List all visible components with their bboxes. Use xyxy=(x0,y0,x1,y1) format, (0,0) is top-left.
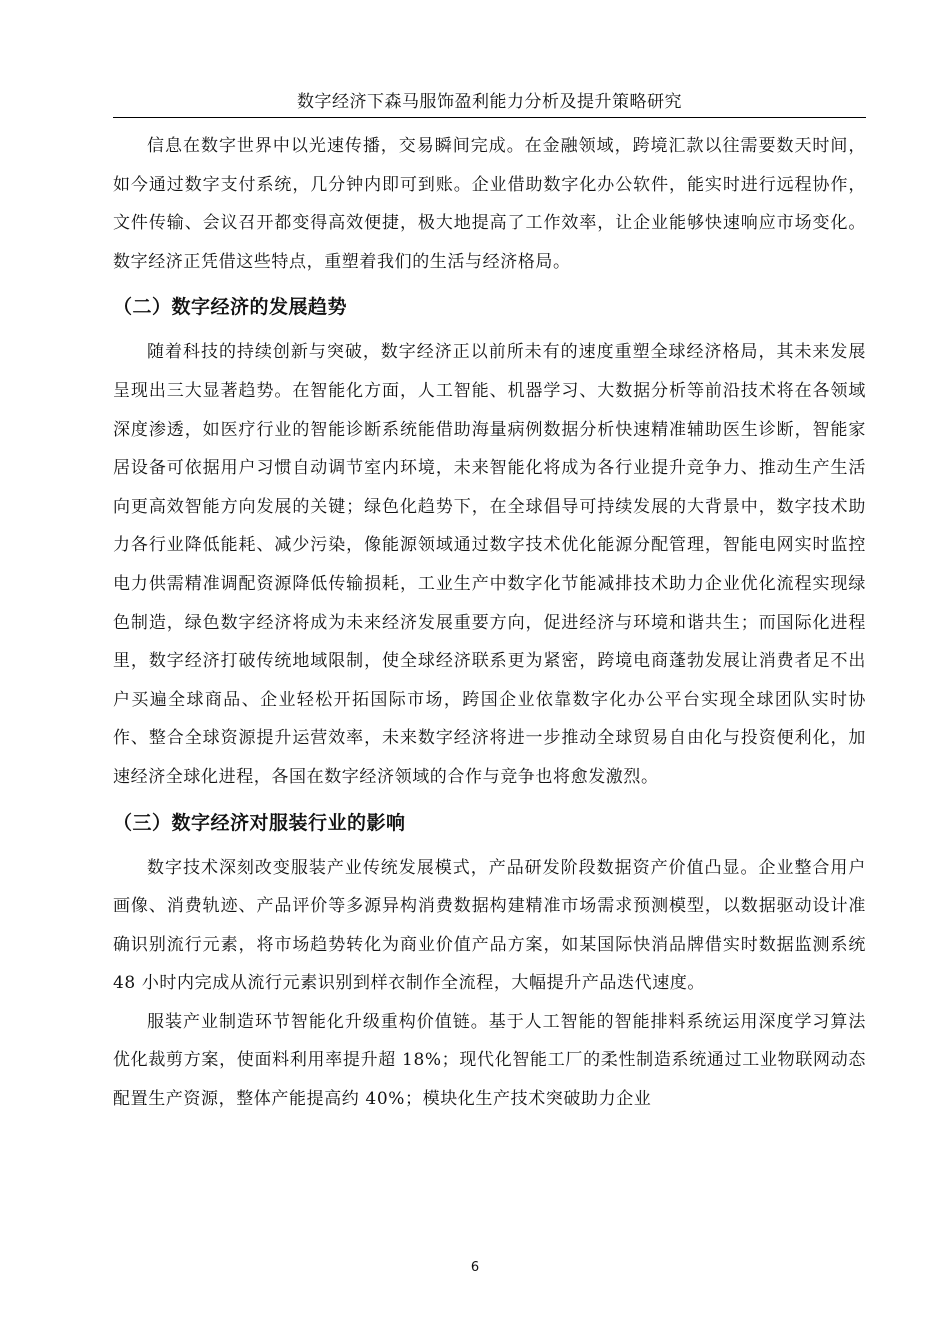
section-heading-apparel-impact: （三）数字经济对服装行业的影响 xyxy=(113,811,406,834)
header-divider xyxy=(113,117,866,118)
page-body xyxy=(113,127,866,1119)
paragraph-trends: 随着科技的持续创新与突破，数字经济正以前所未有的速度重塑全球经济格局，其未来发展呈现出三大显著趋势。在智能化方面，人工智能、机器学习、大数据分析等前沿技术将在各领域深度渗透，如医疗行业的智能诊断系统能借助海量病例数据分析快速精准辅助医生诊断，智能家居设备可依据用户习惯自动调节室内环境，未来智能化将成为各行业提升竞争力、推动生产生活向更高效智能方向发展的关键；绿色化趋势下，在全球倡导可持续发展的大背景中，数字技术助力各行业降低能耗、减少污染，像能源领域通过数字技术优化能源分配管理，智能电网实时监控电力供需精准调配资源降低传输损耗，工业生产中数字化节能减排技术助力企业优化流程实现绿色制造，绿色数字经济将成为未来经济发展重要方向，促进经济与环境和谐共生；而国际化进程里，数字经济打破传统地域限制，使全球经济联系更为紧密，跨境电商蓬勃发展让消费者足不出户买遍全球商品、企业轻松开拓国际市场，跨国企业依靠数字化办公平台实现全球团队实时协作、整合全球资源提升运营效率，未来数字经济将进一步推动全球贸易自由化与投资便利化，加速经济全球化进程，各国在数字经济领域的合作与竞争也将愈发激烈。 xyxy=(113,342,866,787)
paragraph-continued: 信息在数字世界中以光速传播，交易瞬间完成。在金融领域，跨境汇款以往需要数天时间，如今通过数字支付系统，几分钟内即可到账。企业借助数字化办公软件，能实时进行远程协作，文件传输、会议召开都变得高效便捷，极大地提高了工作效率，让企业能够快速响应市场变化。 数字经济正凭借这些特点，重塑着我们的生活与经济格局。 xyxy=(113,136,866,272)
page-number: 6 xyxy=(470,1260,480,1275)
paragraph-manufacturing: 服装产业制造环节智能化升级重构价值链。基于人工智能的智能排料系统运用深度学习算法优化裁剪方案，使面料利用率提升超 18%；现代化智能工厂的柔性制造系统通过工业物联网动态配置生产资源，整体产能提高约 40%；模块化生产技术突破助力企业 xyxy=(113,1011,866,1110)
running-header: 数字经济下森马服饰盈利能力分析及提升策略研究 xyxy=(297,92,682,112)
section-heading-trends: （二）数字经济的发展趋势 xyxy=(113,296,348,319)
paragraph-rd-data: 数字技术深刻改变服装产业传统发展模式，产品研发阶段数据资产价值凸显。企业整合用户画像、消费轨迹、产品评价等多源异构消费数据构建精准市场需求预测模型，以数据驱动设计准确识别流行元素，将市场趋势转化为商业价值产品方案，如某国际快消品牌借实时数据监测系统 48 小时内完成从流行元素识别到样衣制作全流程，大幅提升产品迭代速度。 xyxy=(113,857,866,994)
